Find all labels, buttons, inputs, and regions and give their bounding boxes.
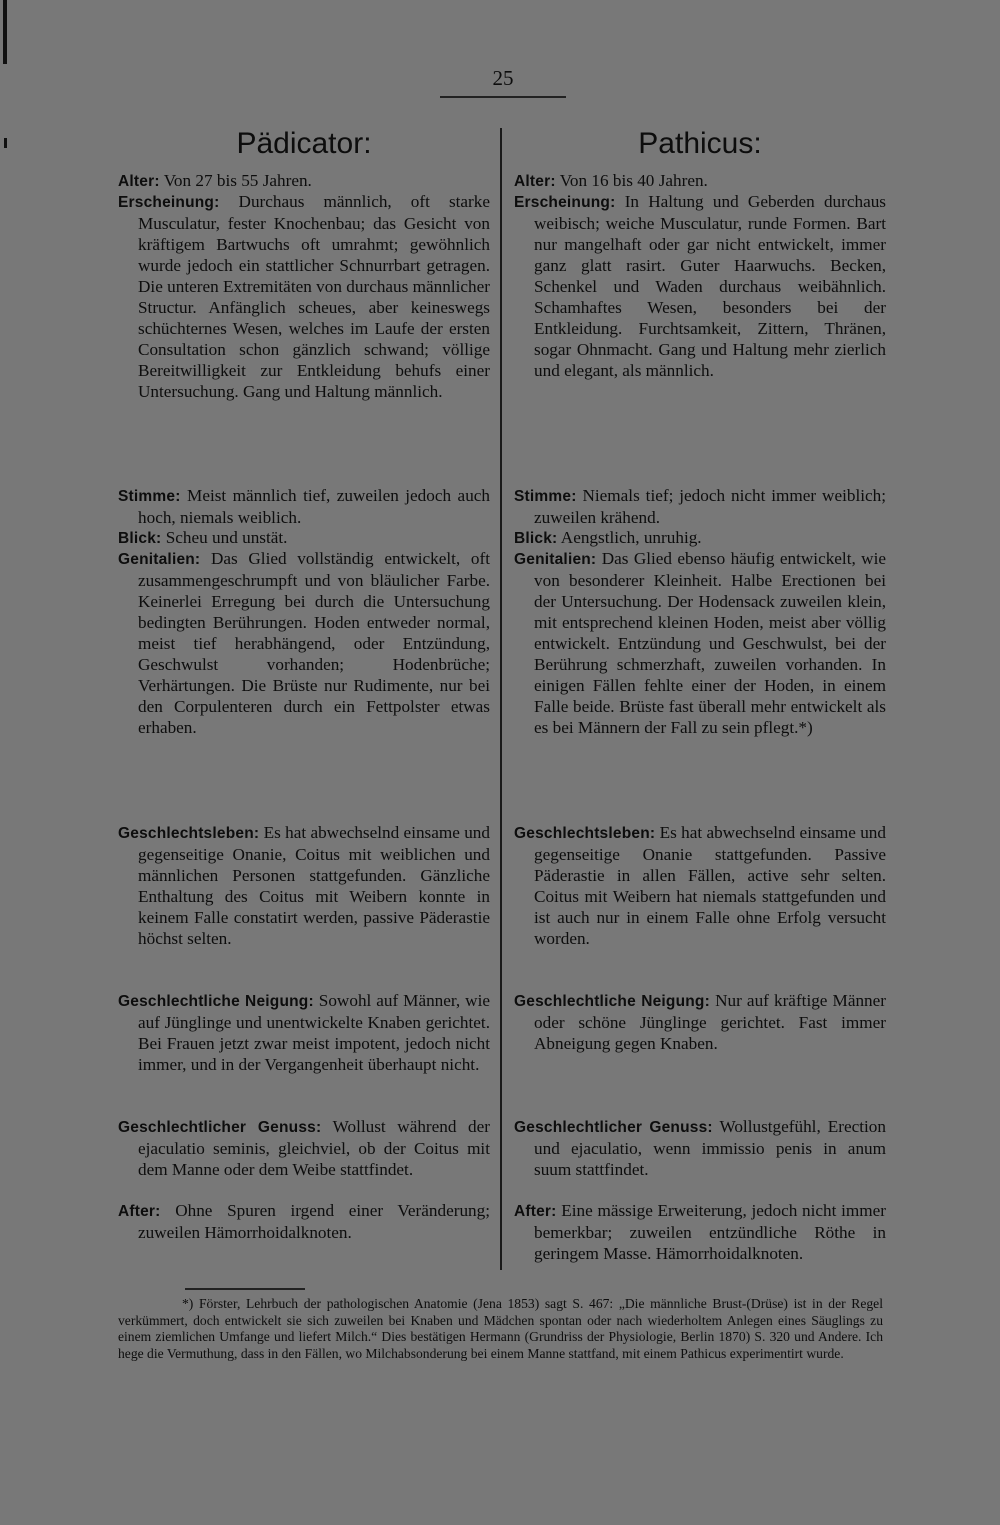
entry-text: Niemals tief; jedoch nicht immer weiblich; zuweilen krähend.	[534, 486, 887, 527]
entry-text: Es hat abwechselnd einsame und gegenseitige Onanie, Coitus mit weiblichen und männlichen Personen stattgefunden. Gänzliche Enthaltung des Coitus mit Weibern konnte in keinem Falle constatirt werden, passive Päderastie höchst selten.	[138, 823, 490, 948]
entry-text: Von 27 bis 55 Jahren.	[163, 171, 312, 190]
entry-text: Ohne Spuren irgend einer Veränderung; zuweilen Hämorrhoidalknoten.	[138, 1201, 491, 1242]
page-number: 25	[492, 66, 514, 90]
entry-neigung	[118, 990, 490, 1075]
entry-text: In Haltung und Geberden durchaus weibisch; weiche Musculatur, runde Formen. Bart nur mangelhaft oder gar nicht entwickelt, immer ganz glatt rasirt. Guter Haarwuchs. Becken, Schenkel und Waden durchaus weibähnlich. Schamhaftes Wesen, besonders bei der Entkleidung. Furchtsamkeit, Zittern, Thränen, sogar Ohnmacht. Gang und Haltung mehr zierlich und elegant, als männlich.	[534, 192, 886, 380]
entry-genuss	[118, 1116, 490, 1180]
entry-text: Scheu und unstät.	[165, 528, 288, 547]
page-number-rule	[440, 96, 566, 98]
entry-alter	[514, 170, 886, 192]
entry-text: Von 16 bis 40 Jahren.	[559, 171, 708, 190]
entry-label: Geschlechtliche Neigung:	[514, 993, 710, 1010]
entry-erscheinung	[514, 191, 886, 381]
footnote: *) Förster, Lehrbuch der pathologischen Anatomie (Jena 1853) sagt S. 467: „Die männliche Brust-(Drüse) ist in der Regel verkümmert, doch entwickelt sie sich zuweilen bei Knaben und Mädchen spontan oder nach wiederholtem Anlegen eines Säuglings zu einem ziemlichen Umfange und liefert Milch.“ Dies bestätigen Hermann (Grundriss der Physiologie, Berlin 1870) S. 320 und Andere. Ich hege die Vermuthung, dass in den Fällen, wo Milchabsonderung bei einem Manne stattfand, mit einem Pathicus experimentirt wurde.	[118, 1296, 883, 1361]
entry-label: After:	[118, 1203, 161, 1220]
entry-erscheinung	[118, 191, 490, 402]
entry-label: Geschlechtsleben:	[514, 825, 656, 842]
column-pathicus	[514, 126, 887, 1263]
entry-label: Genitalien:	[514, 551, 597, 568]
entry-after	[514, 1200, 886, 1264]
entry-geschlechtsleben	[118, 822, 490, 949]
entry-text: Meist männlich tief, zuweilen jedoch auch hoch, niemals weiblich.	[138, 486, 491, 527]
entry-label: Geschlechtlicher Genuss:	[514, 1119, 713, 1136]
entry-after	[118, 1200, 490, 1243]
entry-label: Erscheinung:	[514, 194, 616, 211]
entry-label: Alter:	[118, 173, 160, 190]
entry-label: Blick:	[118, 530, 162, 547]
entry-genuss	[514, 1116, 886, 1180]
entry-label: Stimme:	[514, 488, 577, 505]
entry-genitalien	[514, 548, 886, 738]
entry-label: Geschlechtlicher Genuss:	[118, 1119, 322, 1136]
entry-label: Geschlechtliche Neigung:	[118, 993, 314, 1010]
entry-blick	[514, 527, 886, 549]
scan-edge-mark	[3, 0, 7, 64]
entry-blick	[118, 527, 490, 549]
column-title: Pädicator:	[236, 127, 372, 160]
entry-text: Sowohl auf Männer, wie auf Jünglinge und unentwickelte Knaben gerichtet. Bei Frauen jetzt zwar meist impotent, jedoch nicht immer, und in der Vergangenheit überhaupt nicht.	[138, 991, 490, 1074]
entry-label: Blick:	[514, 530, 558, 547]
column-divider	[500, 128, 502, 1270]
entry-label: After:	[514, 1203, 557, 1220]
entry-label: Erscheinung:	[118, 194, 220, 211]
entry-text: Wollust während der ejaculatio seminis, gleichviel, ob der Coitus mit dem Manne oder dem Weibe stattfindet.	[138, 1117, 490, 1179]
entry-label: Geschlechtsleben:	[118, 825, 260, 842]
entry-text: Wollustgefühl, Erection und ejaculatio, wenn immissio penis in anum suum stattfindet.	[534, 1117, 886, 1179]
scan-edge-mark	[4, 138, 7, 148]
entry-neigung	[514, 990, 886, 1054]
entry-text: Aengstlich, unruhig.	[560, 528, 702, 547]
entry-stimme	[514, 485, 886, 528]
column-paedicator	[118, 126, 491, 1242]
entry-label: Genitalien:	[118, 551, 201, 568]
entry-alter	[118, 170, 490, 192]
entry-label: Stimme:	[118, 488, 181, 505]
column-title: Pathicus:	[638, 127, 762, 160]
entry-geschlechtsleben	[514, 822, 886, 949]
entry-text: Es hat abwechselnd einsame und gegenseitige Onanie stattgefunden. Passive Päderastie in allen Fällen, active sehr selten. Coitus mit Weibern hat niemals stattgefunden und ist auch nur in einem Falle ohne Erfolg versucht worden.	[534, 823, 886, 948]
entry-text: Nur auf kräftige Männer oder schöne Jünglinge gerichtet. Fast immer Abneigung gegen Knaben.	[534, 991, 886, 1053]
entry-label: Alter:	[514, 173, 556, 190]
entry-text: Durchaus männlich, oft starke Musculatur, fester Knochenbau; das Gesicht von kräftigem Bartwuchs oft umrahmt; gewöhnlich wurde jedoch ein stattlicher Schnurrbart getragen. Die unteren Extremitäten von durchaus männlicher Structur. Anfänglich scheues, aber keineswegs schüchternes Wesen, welches im Laufe der ersten Consultation schon gänzlich schwand; völlige Bereitwilligkeit zur Entkleidung behufs einer Untersuchung. Gang und Haltung männlich.	[138, 192, 491, 401]
entry-stimme	[118, 485, 490, 528]
entry-genitalien	[118, 548, 490, 738]
entry-text: Das Glied ebenso häufig entwickelt, wie von besonderer Kleinheit. Halbe Erectionen bei der Untersuchung. Der Hodensack zuweilen klein, mit entsprechend kleinen Hoden, meist aber völlig entwickelt. Entzündung und Geschwulst, bei der Berührung schmerzhaft, zuweilen vorhanden. In einigen Fällen fehlte einer der Hoden, in einem Falle beide. Brüste fast überall mehr entwickelt als es bei Männern der Fall zu sein pflegt.*)	[534, 549, 886, 737]
footnote-rule	[185, 1288, 305, 1290]
entry-text: Das Glied vollständig entwickelt, oft zusammengeschrumpft und von bläulicher Farbe. Keinerlei Erregung bei durch die Untersuchung bedingten Berührungen. Hoden entweder normal, meist tief herabhängend, oder Entzündung, Geschwulst vorhanden; Hodenbrüche; Verhärtungen. Die Brüste nur Rudimente, nur bei den Corpulenteren durch ein Fettpolster etwas erhaben.	[138, 549, 490, 737]
entry-text: Eine mässige Erweiterung, jedoch nicht immer bemerkbar; zuweilen entzündliche Röthe in geringem Masse. Hämorrhoidalknoten.	[534, 1201, 886, 1263]
